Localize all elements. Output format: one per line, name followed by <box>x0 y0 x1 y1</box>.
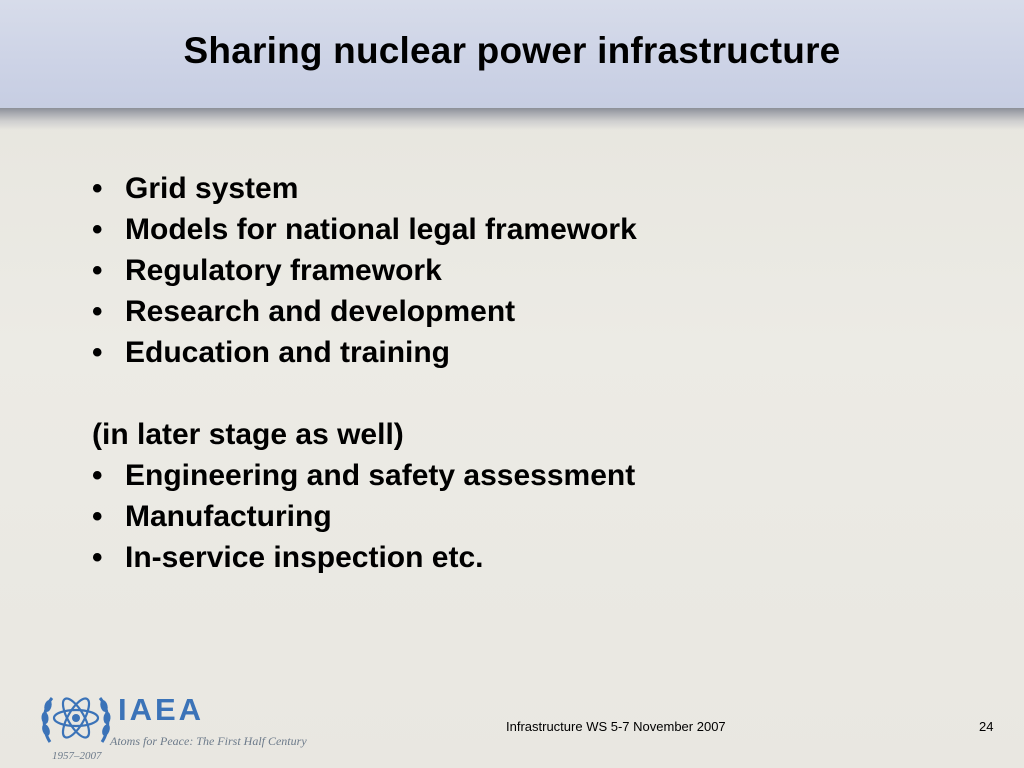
bullet-text: Education and training <box>125 336 451 369</box>
bullet-text: Engineering and safety assessment <box>125 459 636 492</box>
bullet-marker: • <box>92 213 103 246</box>
bullet-item <box>92 209 972 250</box>
bullet-item <box>92 250 972 291</box>
page-number: 24 <box>979 719 994 734</box>
footer-event: Infrastructure WS 5-7 November 2007 <box>506 719 726 734</box>
logo-tagline: Atoms for Peace: The First Half Century <box>110 734 307 748</box>
bullet-text: Grid system <box>125 172 299 205</box>
bullet-item <box>92 455 972 496</box>
un-emblem-icon <box>40 686 112 752</box>
bullet-marker: • <box>92 172 103 205</box>
bullet-marker: • <box>92 295 103 328</box>
slide-content <box>92 168 972 578</box>
bullet-marker: • <box>92 254 103 287</box>
bullet-list-secondary <box>92 455 972 578</box>
bullet-item <box>92 496 972 537</box>
iaea-logo <box>40 686 320 766</box>
bullet-text: Manufacturing <box>125 500 332 533</box>
bullet-text: Research and development <box>125 295 516 328</box>
bullet-marker: • <box>92 541 103 574</box>
logo-wordmark: IAEA <box>118 692 205 727</box>
bullet-list-primary <box>92 168 972 373</box>
bullet-item <box>92 291 972 332</box>
header-divider <box>0 108 1024 130</box>
bullet-item <box>92 537 972 578</box>
bullet-marker: • <box>92 459 103 492</box>
slide-title: Sharing nuclear power infrastructure <box>183 30 841 71</box>
bullet-marker: • <box>92 336 103 369</box>
bullet-text: In-service inspection etc. <box>125 541 484 574</box>
logo-years: 1957–2007 <box>52 750 102 762</box>
bullet-marker: • <box>92 500 103 533</box>
later-stage-note: (in later stage as well) <box>92 418 404 451</box>
bullet-item <box>92 168 972 209</box>
bullet-item <box>92 332 972 373</box>
bullet-text: Models for national legal framework <box>125 213 637 246</box>
bullet-text: Regulatory framework <box>125 254 442 287</box>
